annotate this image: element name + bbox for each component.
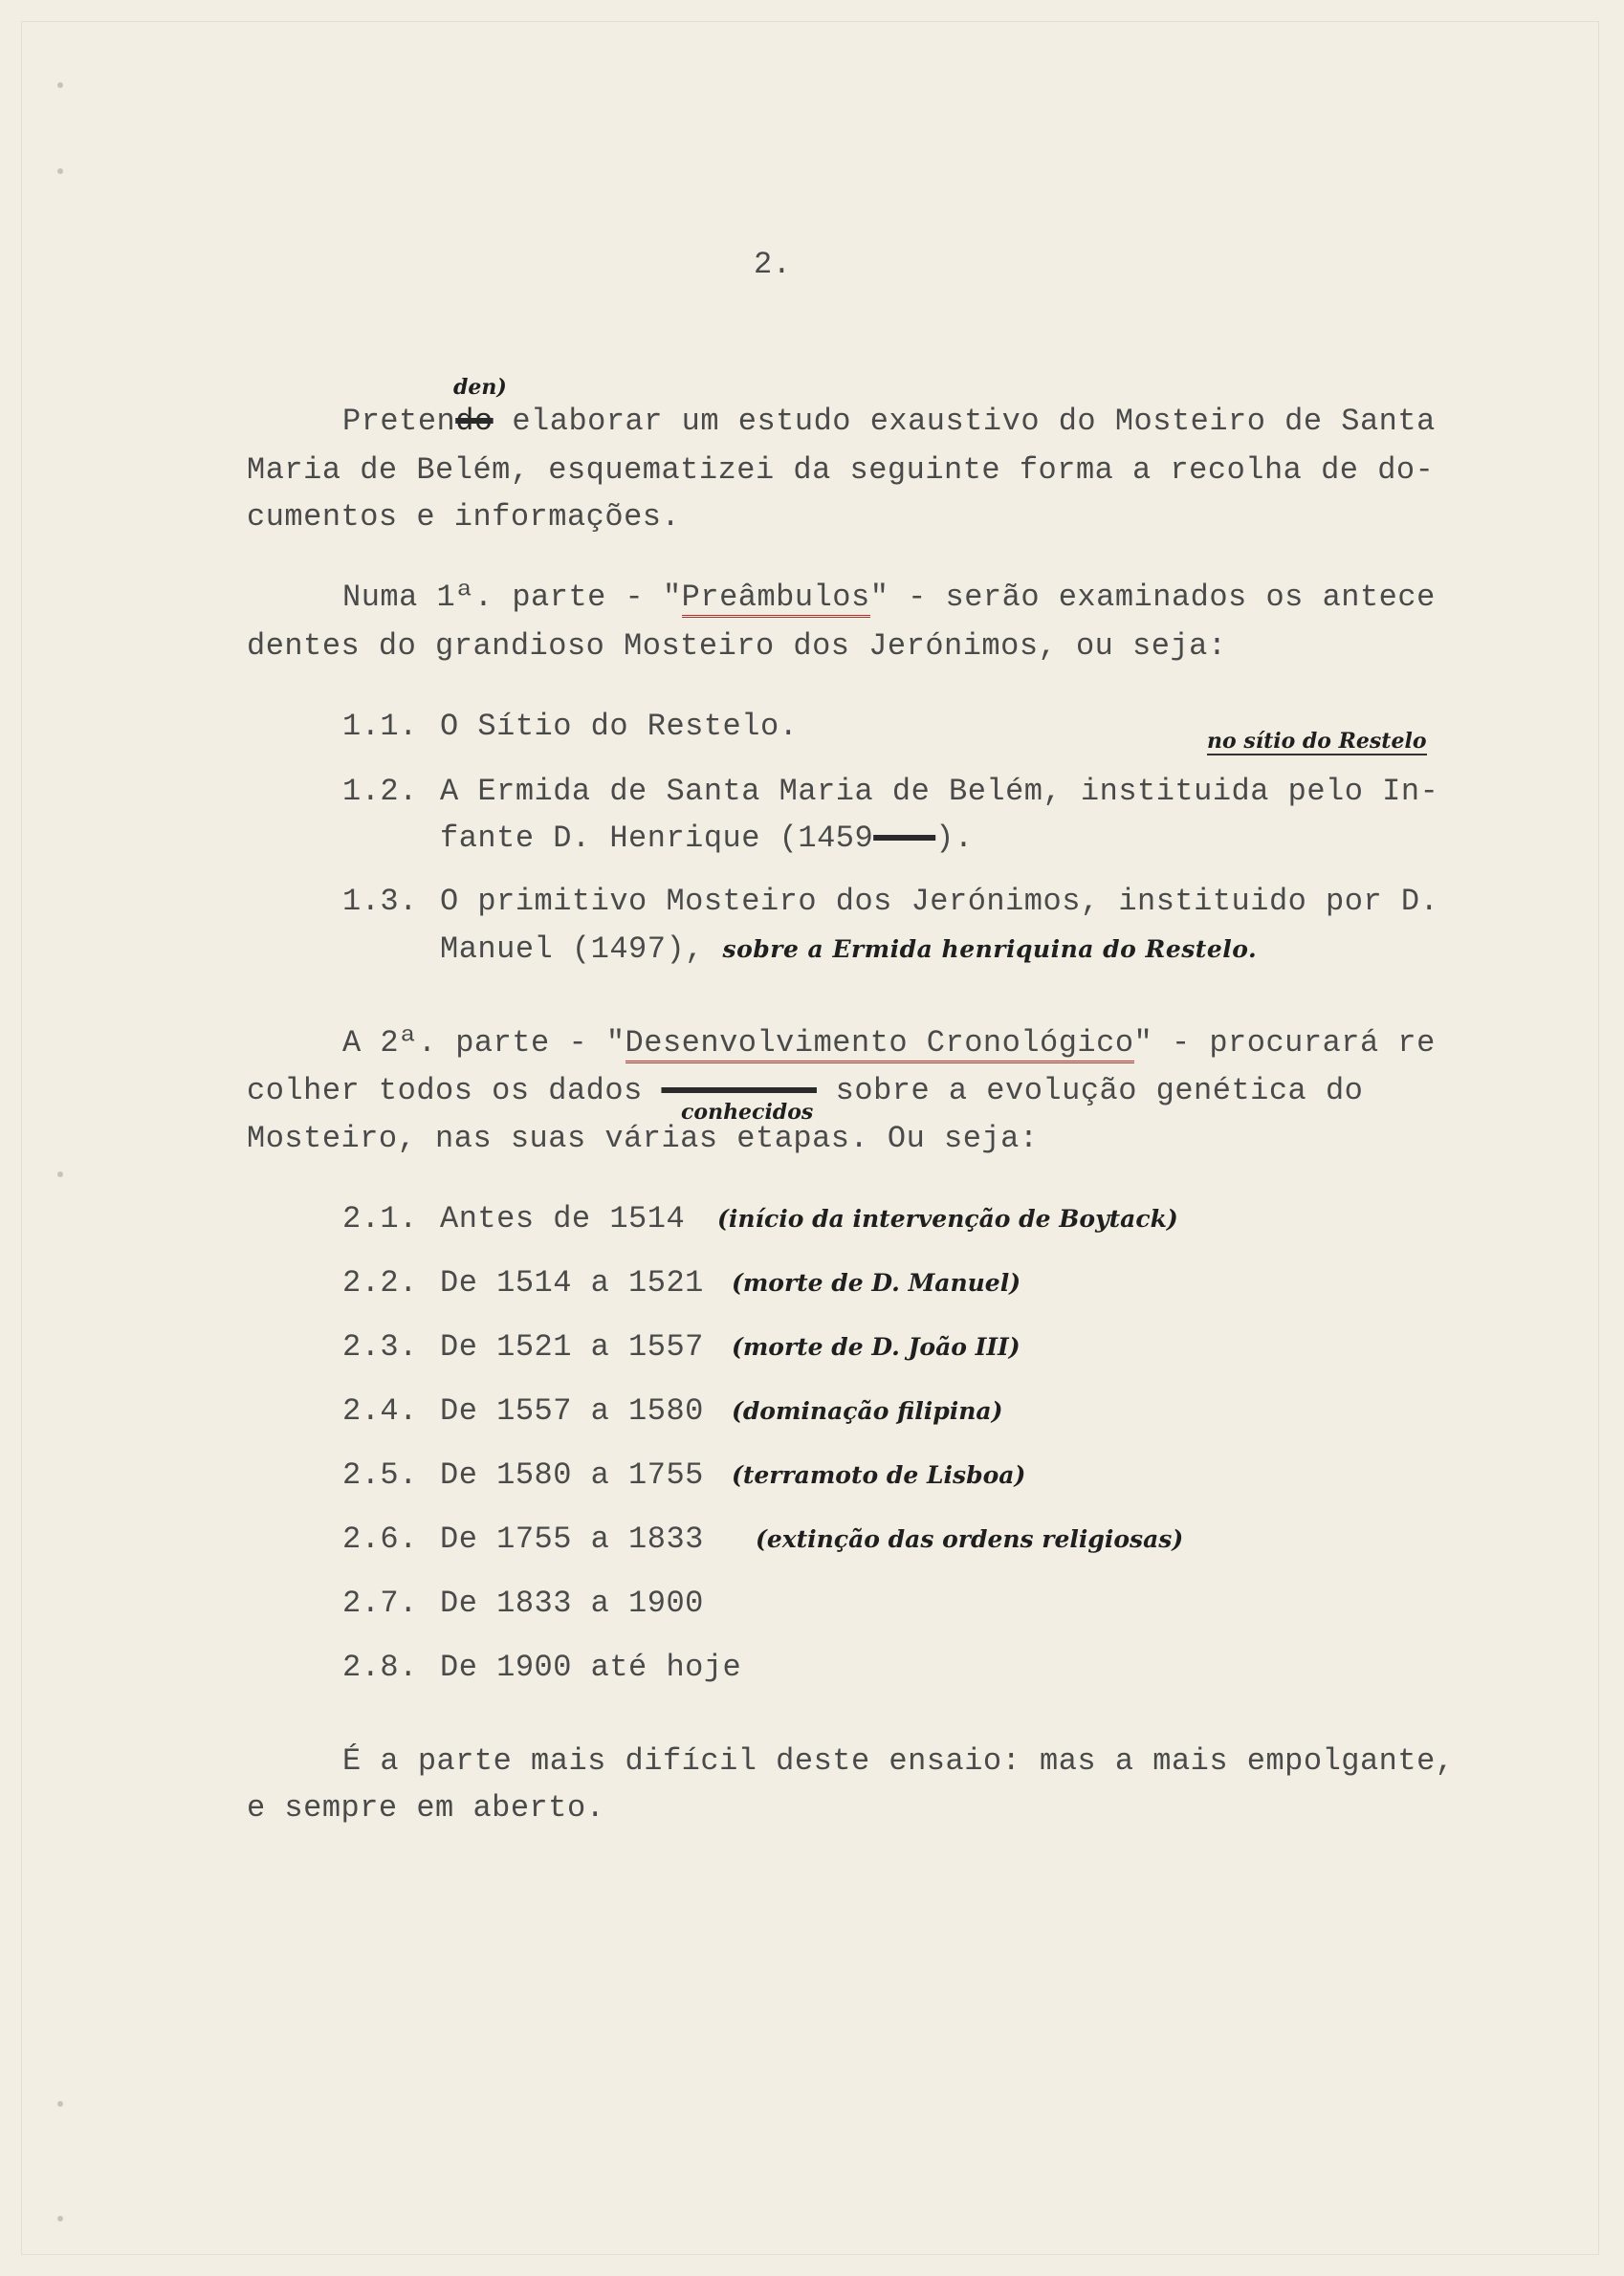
intro-struck-text: do — [455, 404, 494, 439]
part2-item-text: De 1833 a 1900 — [440, 1586, 704, 1621]
intro-rest: elaborar um estudo exaustivo do Mosteiro de Santa — [493, 404, 1436, 439]
part1-item-text — [440, 768, 1438, 816]
part1-item-continuation-text: fante D. Henrique (1459 — [440, 821, 874, 856]
part1-item-text: O Sítio do Restelo. — [440, 709, 799, 744]
part2-item-text: De 1755 a 1833 — [440, 1521, 704, 1557]
part2-item-num: 2.1. — [342, 1201, 418, 1236]
part2-item-num: 2.5. — [342, 1457, 418, 1493]
handwritten-note: (dominação filipina) — [732, 1397, 1003, 1425]
part1-item-continuation — [440, 926, 1257, 974]
handwritten-correction: den) — [453, 375, 507, 400]
struck-out-text — [873, 821, 935, 856]
part2-line2-prefix: colher todos os dados — [247, 1073, 662, 1108]
binding-hole — [57, 2216, 63, 2221]
binding-hole — [57, 2101, 63, 2107]
part1-item-num: 1.2. — [342, 774, 418, 809]
part1-item-continuation — [440, 815, 974, 863]
part2-item-text: De 1514 a 1521 — [440, 1265, 704, 1301]
handwritten-insert: no sítio do Restelo — [1207, 729, 1427, 754]
part2-item-num: 2.6. — [342, 1521, 418, 1557]
intro-prefix: Preten — [342, 404, 456, 439]
binding-hole — [57, 82, 63, 88]
handwritten-note: (extinção das ordens religiosas) — [756, 1525, 1184, 1553]
binding-hole — [57, 168, 63, 174]
part1-item-num: 1.1. — [342, 709, 418, 744]
part1-middle: " - serão examinados os antece — [869, 580, 1436, 615]
part2-item-text: Antes de 1514 — [440, 1201, 686, 1236]
part1-item-continuation-end: ). — [935, 821, 974, 856]
part2-title: Desenvolvimento Cronológico — [625, 1025, 1134, 1063]
handwritten-note: (morte de D. João III) — [732, 1333, 1020, 1361]
handwritten-note: sobre a Ermida henriquina do Restelo. — [722, 935, 1258, 963]
part1-prefix: Numa 1ª. parte - " — [342, 580, 682, 615]
part1-item-num: 1.3. — [342, 884, 418, 919]
part2-line2-rest: sobre a evolução genética do — [816, 1073, 1364, 1108]
part2-line-3: Mosteiro, nas suas várias etapas. Ou seja: — [247, 1121, 1039, 1156]
binding-hole — [57, 1171, 63, 1177]
part1-item-text: O primitivo Mosteiro dos Jerónimos, instituido por D. — [440, 884, 1439, 919]
part1-item-text-after: pelo In- — [1268, 774, 1439, 809]
part1-item-continuation-text: Manuel (1497), — [440, 931, 704, 967]
handwritten-insert: conhecidos — [681, 1100, 814, 1125]
closing-line-2: e sempre em aberto. — [247, 1790, 605, 1826]
part2-item-num: 2.7. — [342, 1586, 418, 1621]
part2-line-1 — [342, 1019, 1436, 1067]
part2-item-text: De 1557 a 1580 — [440, 1393, 704, 1429]
part2-item-num: 2.8. — [342, 1650, 418, 1685]
intro-line-3: cumentos e informações. — [247, 499, 681, 535]
page-number: 2. — [754, 247, 792, 282]
intro-line-2: Maria de Belém, esquematizei da seguinte forma a recolha de do- — [247, 452, 1435, 488]
part2-item-num: 2.4. — [342, 1393, 418, 1429]
handwritten-note: (morte de D. Manuel) — [732, 1269, 1021, 1297]
handwritten-note: (terramoto de Lisboa) — [732, 1461, 1026, 1489]
part2-item-num: 2.2. — [342, 1265, 418, 1301]
part2-item-text: De 1900 até hoje — [440, 1650, 742, 1685]
part2-item-text: De 1580 a 1755 — [440, 1457, 704, 1493]
part2-middle: " - procurará re — [1133, 1025, 1436, 1061]
closing-line-1: É a parte mais difícil deste ensaio: mas a mais empolgante, — [342, 1743, 1455, 1779]
part1-line-1 — [342, 574, 1436, 622]
intro-line-1 — [342, 398, 1436, 446]
part1-line-2: dentes do grandioso Mosteiro dos Jerónimos, ou seja: — [247, 628, 1227, 664]
part1-item-text-before: A Ermida de Santa Maria de Belém, instituida — [440, 774, 1269, 809]
part2-item-num: 2.3. — [342, 1329, 418, 1365]
handwritten-note: (início da intervenção de Boytack) — [717, 1205, 1178, 1233]
part2-prefix: A 2ª. parte - " — [342, 1025, 625, 1061]
part1-title: Preâmbulos — [682, 580, 870, 618]
part2-item-text: De 1521 a 1557 — [440, 1329, 704, 1365]
